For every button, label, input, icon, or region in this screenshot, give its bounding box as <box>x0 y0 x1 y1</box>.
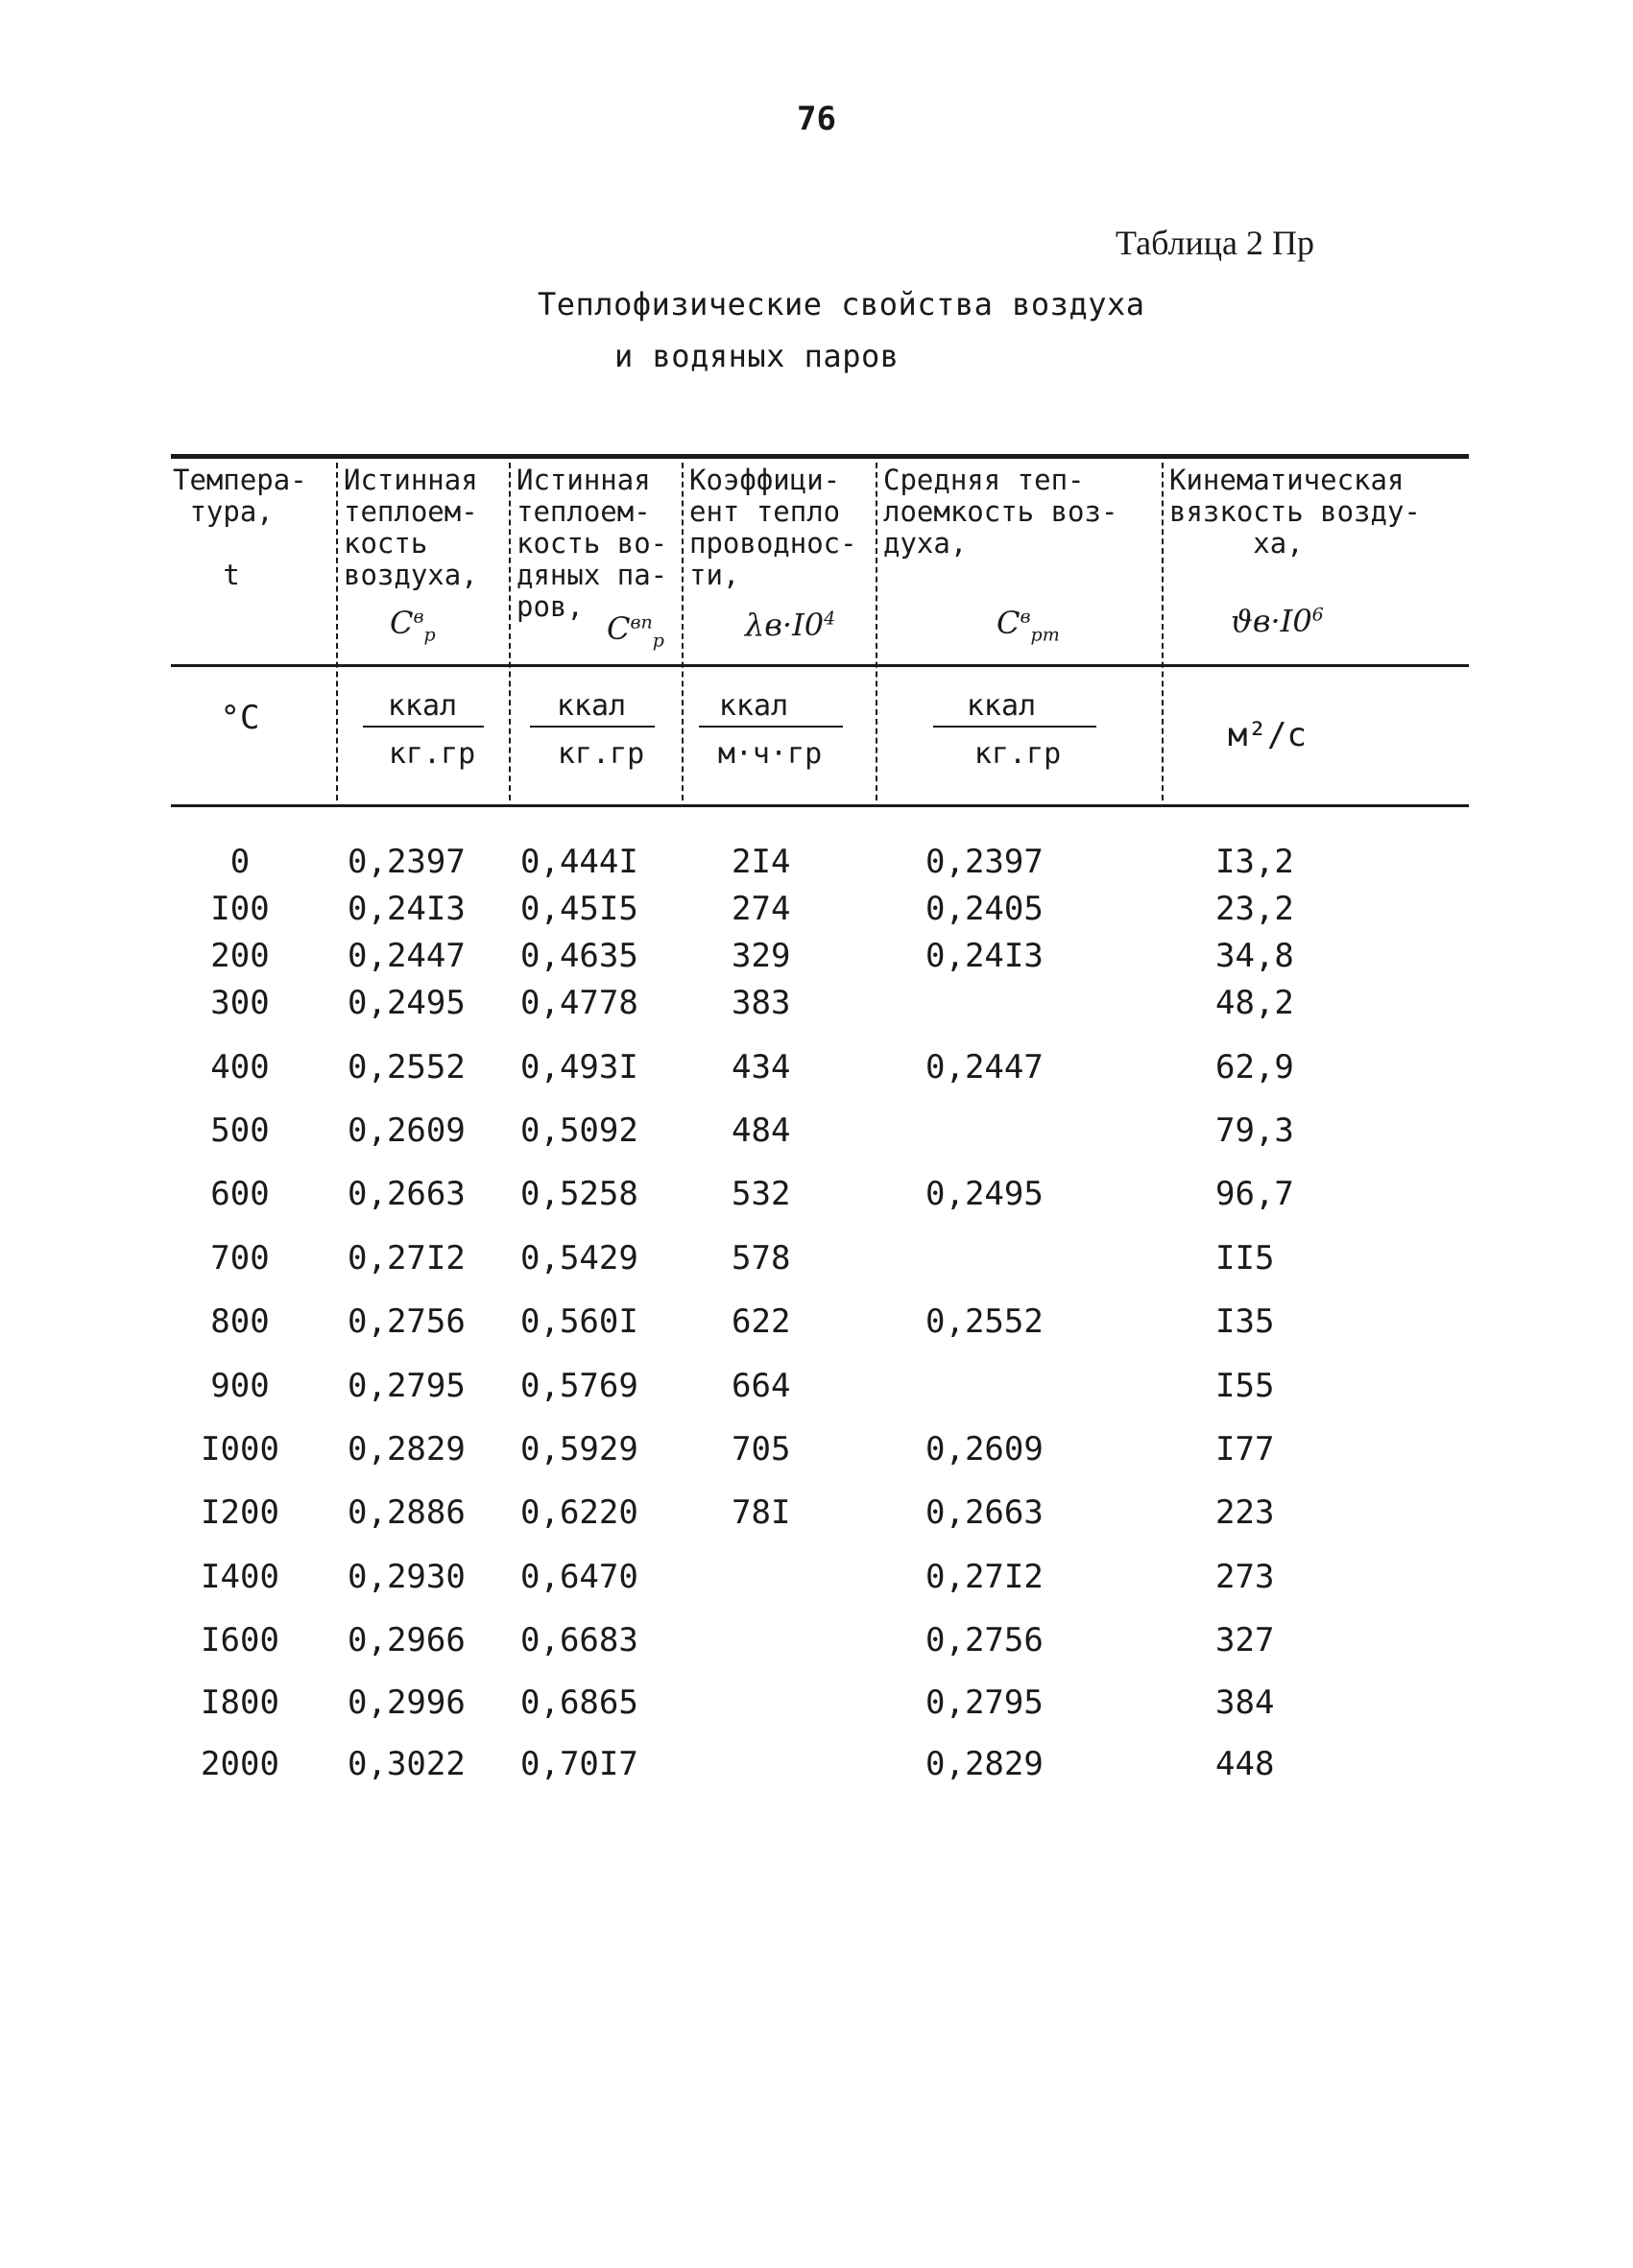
cell-thermal-conductivity: 622 <box>732 1302 791 1341</box>
column-divider <box>876 463 877 800</box>
table-label: Таблица 2 Пр <box>1116 224 1314 262</box>
cell-thermal-conductivity: 434 <box>732 1048 791 1086</box>
cell-kinematic-viscosity: 384 <box>1215 1683 1275 1722</box>
cell-vapor-heat-capacity: 0,5769 <box>520 1367 638 1405</box>
cell-mean-heat-capacity: 0,2663 <box>925 1493 1044 1532</box>
cell-thermal-conductivity: 329 <box>732 937 791 975</box>
cell-air-heat-capacity: 0,27I2 <box>348 1239 466 1277</box>
cell-temperature: I800 <box>201 1683 279 1722</box>
cell-temperature: 400 <box>210 1048 270 1086</box>
cell-mean-heat-capacity: 0,2447 <box>925 1048 1044 1086</box>
cell-kinematic-viscosity: 23,2 <box>1215 890 1294 928</box>
cell-vapor-heat-capacity: 0,6683 <box>520 1621 638 1659</box>
cell-temperature: I00 <box>210 890 270 928</box>
cell-thermal-conductivity: 664 <box>732 1367 791 1405</box>
cell-temperature: 500 <box>210 1111 270 1150</box>
symbol-nu: $ϑв\cdot I0^6$ <box>1231 603 1324 639</box>
cell-kinematic-viscosity: I3,2 <box>1215 843 1294 881</box>
cell-thermal-conductivity: 274 <box>732 890 791 928</box>
cell-kinematic-viscosity: 273 <box>1215 1558 1275 1596</box>
header-vapor-heat-capacity: Истинная теплоем- кость во- дяных па- ров, <box>516 464 668 623</box>
cell-kinematic-viscosity: 448 <box>1215 1745 1275 1783</box>
cell-air-heat-capacity: 0,2996 <box>348 1683 466 1722</box>
cell-air-heat-capacity: 0,2552 <box>348 1048 466 1086</box>
cell-kinematic-viscosity: I77 <box>1215 1430 1275 1468</box>
cell-air-heat-capacity: 0,2829 <box>348 1430 466 1468</box>
header-temperature: Темпера- тура, t <box>173 464 307 591</box>
cell-mean-heat-capacity: 0,2795 <box>925 1683 1044 1722</box>
unit-cp-vapor-numerator: ккал <box>556 689 627 723</box>
cell-vapor-heat-capacity: 0,45I5 <box>520 890 638 928</box>
unit-cp-vapor-denominator: кг.гр <box>557 737 645 771</box>
cell-air-heat-capacity: 0,2756 <box>348 1302 466 1341</box>
table-title-line-2: и водяных паров <box>614 338 900 374</box>
fraction-bar <box>933 726 1096 728</box>
cell-mean-heat-capacity: 0,27I2 <box>925 1558 1044 1596</box>
cell-vapor-heat-capacity: 0,4778 <box>520 984 638 1022</box>
fraction-bar <box>530 726 655 728</box>
cell-kinematic-viscosity: 96,7 <box>1215 1175 1294 1213</box>
cell-kinematic-viscosity: II5 <box>1215 1239 1275 1277</box>
symbol-lambda: $\lambda в\cdot I0^4$ <box>745 607 836 643</box>
cell-air-heat-capacity: 0,2495 <box>348 984 466 1022</box>
cell-thermal-conductivity: 2I4 <box>732 843 791 881</box>
cell-temperature: 600 <box>210 1175 270 1213</box>
column-divider <box>682 463 684 800</box>
cell-mean-heat-capacity: 0,2829 <box>925 1745 1044 1783</box>
cell-air-heat-capacity: 0,2663 <box>348 1175 466 1213</box>
symbol-cp-air: $C^в_p$ <box>390 605 436 646</box>
cell-thermal-conductivity: 578 <box>732 1239 791 1277</box>
cell-vapor-heat-capacity: 0,6865 <box>520 1683 638 1722</box>
cell-kinematic-viscosity: I55 <box>1215 1367 1275 1405</box>
unit-lambda-denominator: м·ч·гр <box>717 737 823 771</box>
header-thermal-conductivity: Коэффици- ент тепло проводнос- ти, <box>689 464 857 591</box>
cell-temperature: 200 <box>210 937 270 975</box>
cell-thermal-conductivity: 484 <box>732 1111 791 1150</box>
cell-vapor-heat-capacity: 0,444I <box>520 843 638 881</box>
unit-cpm-denominator: кг.гр <box>973 737 1062 771</box>
cell-air-heat-capacity: 0,2795 <box>348 1367 466 1405</box>
cell-mean-heat-capacity: 0,2405 <box>925 890 1044 928</box>
cell-thermal-conductivity: 78I <box>732 1493 791 1532</box>
cell-mean-heat-capacity: 0,2397 <box>925 843 1044 881</box>
cell-temperature: I400 <box>201 1558 279 1596</box>
cell-temperature: I600 <box>201 1621 279 1659</box>
cell-mean-heat-capacity: 0,2609 <box>925 1430 1044 1468</box>
fraction-bar <box>699 726 843 728</box>
unit-cp-air-numerator: ккал <box>387 689 458 723</box>
cell-vapor-heat-capacity: 0,5429 <box>520 1239 638 1277</box>
cell-air-heat-capacity: 0,2966 <box>348 1621 466 1659</box>
cell-air-heat-capacity: 0,2397 <box>348 843 466 881</box>
column-divider <box>1162 463 1164 800</box>
cell-vapor-heat-capacity: 0,4635 <box>520 937 638 975</box>
unit-lambda-numerator: ккал <box>718 689 789 723</box>
cell-temperature: I000 <box>201 1430 279 1468</box>
cell-temperature: 800 <box>210 1302 270 1341</box>
cell-kinematic-viscosity: 34,8 <box>1215 937 1294 975</box>
cell-temperature: 2000 <box>201 1745 279 1783</box>
cell-kinematic-viscosity: I35 <box>1215 1302 1275 1341</box>
cell-vapor-heat-capacity: 0,5092 <box>520 1111 638 1150</box>
cell-kinematic-viscosity: 327 <box>1215 1621 1275 1659</box>
cell-vapor-heat-capacity: 0,70I7 <box>520 1745 638 1783</box>
unit-temperature: °C <box>220 699 260 737</box>
units-separator-rule <box>171 804 1469 807</box>
cell-air-heat-capacity: 0,2609 <box>348 1111 466 1150</box>
cell-air-heat-capacity: 0,2886 <box>348 1493 466 1532</box>
cell-vapor-heat-capacity: 0,6470 <box>520 1558 638 1596</box>
page-number: 76 <box>797 100 836 138</box>
table-title-line-1: Теплофизические свойства воздуха <box>538 286 1145 322</box>
cell-kinematic-viscosity: 48,2 <box>1215 984 1294 1022</box>
cell-air-heat-capacity: 0,3022 <box>348 1745 466 1783</box>
cell-air-heat-capacity: 0,2930 <box>348 1558 466 1596</box>
unit-viscosity: м²/с <box>1228 716 1307 754</box>
cell-mean-heat-capacity: 0,2756 <box>925 1621 1044 1659</box>
cell-vapor-heat-capacity: 0,5258 <box>520 1175 638 1213</box>
cell-temperature: 700 <box>210 1239 270 1277</box>
cell-vapor-heat-capacity: 0,560I <box>520 1302 638 1341</box>
unit-cpm-numerator: ккал <box>966 689 1037 723</box>
cell-thermal-conductivity: 532 <box>732 1175 791 1213</box>
column-divider <box>509 463 511 800</box>
fraction-bar <box>363 726 484 728</box>
cell-thermal-conductivity: 383 <box>732 984 791 1022</box>
cell-mean-heat-capacity: 0,24I3 <box>925 937 1044 975</box>
header-separator-rule <box>171 664 1469 667</box>
symbol-cpm: $C^в_{pm}$ <box>997 605 1060 646</box>
cell-vapor-heat-capacity: 0,5929 <box>520 1430 638 1468</box>
table-top-rule <box>171 454 1469 459</box>
cell-kinematic-viscosity: 62,9 <box>1215 1048 1294 1086</box>
cell-temperature: 300 <box>210 984 270 1022</box>
cell-air-heat-capacity: 0,24I3 <box>348 890 466 928</box>
header-mean-heat-capacity: Средняя теп- лоемкость воз- духа, <box>883 464 1118 560</box>
header-air-heat-capacity: Истинная теплоем- кость воздуха, <box>344 464 478 591</box>
symbol-cp-vapor: $C^{вп}_p$ <box>607 610 664 652</box>
cell-vapor-heat-capacity: 0,493I <box>520 1048 638 1086</box>
column-divider <box>336 463 338 800</box>
cell-mean-heat-capacity: 0,2552 <box>925 1302 1044 1341</box>
cell-temperature: 0 <box>229 843 251 881</box>
cell-kinematic-viscosity: 223 <box>1215 1493 1275 1532</box>
cell-temperature: 900 <box>210 1367 270 1405</box>
cell-kinematic-viscosity: 79,3 <box>1215 1111 1294 1150</box>
cell-mean-heat-capacity: 0,2495 <box>925 1175 1044 1213</box>
cell-air-heat-capacity: 0,2447 <box>348 937 466 975</box>
cell-temperature: I200 <box>201 1493 279 1532</box>
cell-thermal-conductivity: 705 <box>732 1430 791 1468</box>
header-kinematic-viscosity: Кинематическая вязкость возду- ха, <box>1169 464 1421 560</box>
unit-cp-air-denominator: кг.гр <box>388 737 476 771</box>
cell-vapor-heat-capacity: 0,6220 <box>520 1493 638 1532</box>
